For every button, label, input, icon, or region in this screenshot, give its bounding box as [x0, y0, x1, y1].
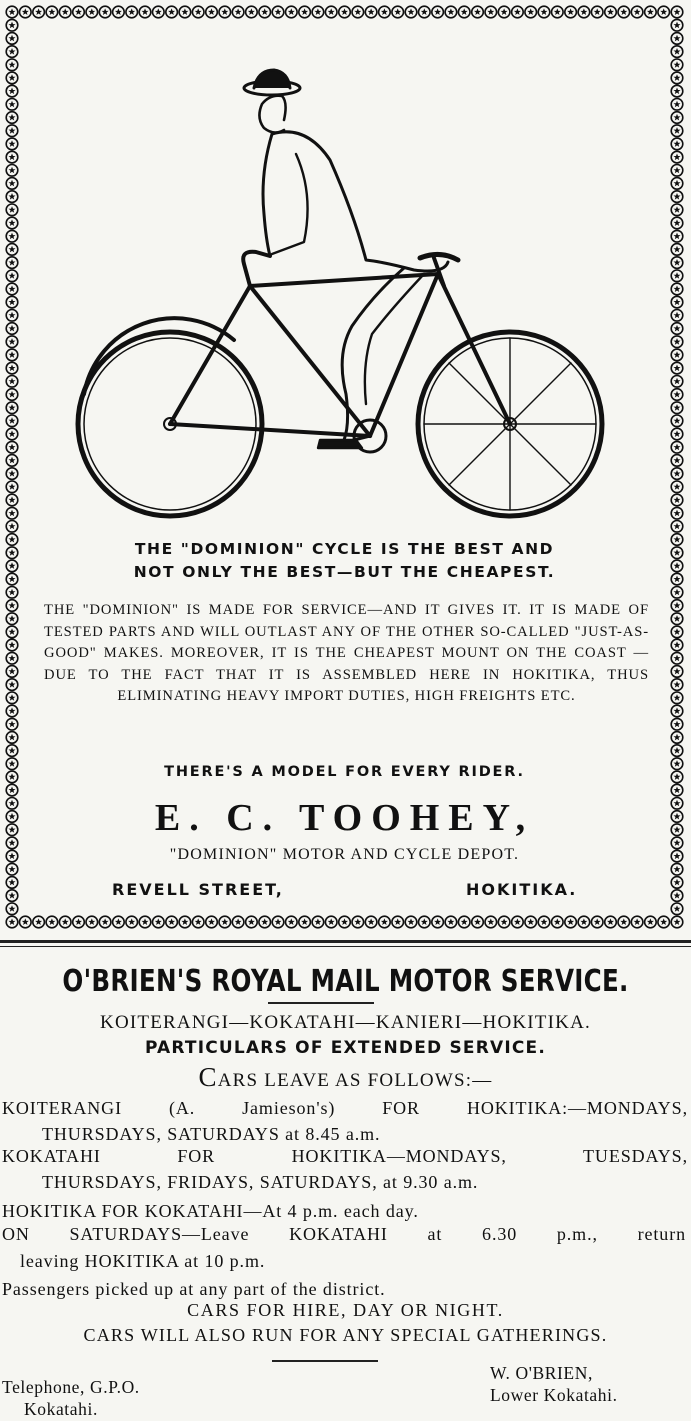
border-star [419, 916, 431, 928]
border-star [671, 652, 683, 664]
border-star [671, 165, 683, 177]
border-star [6, 244, 18, 256]
border-star [6, 903, 18, 915]
ad-body-text: THE "DOMINION" IS MADE FOR SERVICE—AND IT GIVES IT. IT IS MADE OF TESTED PARTS AND WILL OUTLAST ANY OF THE OTHER SO-CALLED "JUST-AS-GOOD" MAKES. MOREOVER, IT IS THE CHEAPEST MOUNT ON THE COAST —DUE TO THE FACT THAT IT IS ASSEMBLED HERE IN HOKITIKA, THUS ELIMINATING HEAVY IMPORT DUTIES, HIGH FREIGHTS ETC. [44, 602, 649, 704]
border-star [671, 679, 683, 691]
border-star [671, 441, 683, 453]
border-star [192, 6, 204, 18]
route-line: KOITERANGI—KOKATAHI—KANIERI—HOKITIKA. [100, 1012, 591, 1033]
border-star [6, 468, 18, 480]
border-star [671, 99, 683, 111]
border-star [671, 19, 683, 31]
border-star [671, 376, 683, 388]
town-name: HOKITIKA. [466, 880, 578, 899]
border-star [6, 666, 18, 678]
border-star [671, 257, 683, 269]
border-star [6, 283, 18, 295]
signature-block [490, 1362, 618, 1406]
border-star [419, 6, 431, 18]
border-star [6, 402, 18, 414]
border-star [113, 6, 125, 18]
special-gatherings-line: CARS WILL ALSO RUN FOR ANY SPECIAL GATHERINGS. [83, 1325, 608, 1345]
pickup-line: Passengers picked up at any part of the district. [2, 1279, 386, 1299]
border-star [6, 692, 18, 704]
border-star [6, 507, 18, 519]
border-star [6, 362, 18, 374]
border-star [20, 916, 32, 928]
border-star [658, 916, 670, 928]
hire-line: CARS FOR HIRE, DAY OR NIGHT. [187, 1300, 504, 1320]
telephone-block [2, 1376, 140, 1420]
drop-cap: C [198, 1062, 218, 1092]
border-star [46, 916, 58, 928]
border-star [565, 916, 577, 928]
border-star [671, 336, 683, 348]
service-title: O'BRIEN'S ROYAL MAIL MOTOR SERVICE. [62, 964, 629, 999]
schedule-line-2: THURSDAYS, SATURDAYS at 8.45 a.m. [42, 1124, 381, 1144]
border-star [671, 33, 683, 45]
border-star [59, 916, 71, 928]
border-star [671, 468, 683, 480]
border-star [472, 6, 484, 18]
border-star [352, 6, 364, 18]
border-star [671, 125, 683, 137]
border-star [86, 916, 98, 928]
proprietor-name: E. C. TOOHEY, [154, 797, 535, 839]
depot-name: "DOMINION" MOTOR AND CYCLE DEPOT. [169, 846, 520, 863]
border-star [671, 916, 683, 928]
particulars-heading: PARTICULARS OF EXTENDED SERVICE. [144, 1038, 547, 1058]
border-star [671, 718, 683, 730]
border-star [6, 521, 18, 533]
border-star [498, 6, 510, 18]
border-star [6, 613, 18, 625]
border-star [671, 270, 683, 282]
border-star [365, 916, 377, 928]
border-star [246, 916, 258, 928]
border-star [591, 916, 603, 928]
border-star [578, 916, 590, 928]
border-star [6, 587, 18, 599]
border-star [126, 6, 138, 18]
border-star [498, 916, 510, 928]
border-star [671, 283, 683, 295]
border-star [671, 323, 683, 335]
border-star [379, 6, 391, 18]
border-star [6, 415, 18, 427]
border-star [6, 376, 18, 388]
border-star [671, 296, 683, 308]
border-star [6, 257, 18, 269]
border-star [6, 296, 18, 308]
border-star [192, 916, 204, 928]
border-star [86, 6, 98, 18]
border-star [6, 863, 18, 875]
border-star [6, 877, 18, 889]
border-star [126, 916, 138, 928]
border-star [671, 481, 683, 493]
border-star [671, 362, 683, 374]
border-star [99, 6, 111, 18]
border-star [671, 692, 683, 704]
border-star [6, 165, 18, 177]
border-star [538, 916, 550, 928]
border-star [512, 6, 524, 18]
border-star [219, 916, 231, 928]
border-star [6, 72, 18, 84]
schedule-line-4: THURSDAYS, FRIDAYS, SATURDAYS, at 9.30 a.m. [42, 1172, 479, 1192]
border-star [671, 705, 683, 717]
border-star [166, 916, 178, 928]
cars-leave-text: ARS LEAVE AS FOLLOWS:— [217, 1070, 493, 1091]
border-star [6, 19, 18, 31]
top-divider-thin [0, 946, 691, 947]
border-star [139, 916, 151, 928]
border-star [6, 705, 18, 717]
border-star [272, 6, 284, 18]
border-star [671, 178, 683, 190]
border-star [671, 732, 683, 744]
border-star [671, 59, 683, 71]
border-star [578, 6, 590, 18]
border-star [113, 916, 125, 928]
headline-2: NOT ONLY THE BEST—BUT THE CHEAPEST. [133, 563, 556, 581]
border-star [618, 6, 630, 18]
border-star [6, 481, 18, 493]
bottom-divider [272, 1360, 378, 1362]
border-star [671, 204, 683, 216]
border-star [458, 6, 470, 18]
border-star [33, 6, 45, 18]
border-star [46, 6, 58, 18]
border-star [312, 916, 324, 928]
border-star [246, 6, 258, 18]
border-star [33, 916, 45, 928]
border-star [6, 679, 18, 691]
border-star [6, 85, 18, 97]
border-star [6, 125, 18, 137]
border-star [339, 916, 351, 928]
border-star [565, 6, 577, 18]
border-star [325, 6, 337, 18]
border-star [6, 718, 18, 730]
border-star [153, 6, 165, 18]
border-star [6, 626, 18, 638]
border-star [6, 349, 18, 361]
border-star [286, 6, 298, 18]
border-star [432, 916, 444, 928]
border-star [6, 138, 18, 150]
schedule-line-3: KOKATAHI FOR HOKITIKA—MONDAYS, TUESDAYS, [2, 1146, 688, 1166]
border-star [20, 6, 32, 18]
signature-name: W. O'BRIEN, [490, 1363, 593, 1383]
border-star [671, 112, 683, 124]
border-star [645, 6, 657, 18]
border-star [458, 916, 470, 928]
border-star [671, 626, 683, 638]
border-star [671, 310, 683, 322]
border-star [671, 389, 683, 401]
border-star [671, 402, 683, 414]
border-star [232, 6, 244, 18]
border-star [286, 916, 298, 928]
border-star [139, 6, 151, 18]
border-star [6, 46, 18, 58]
street-address: REVELL STREET, [112, 880, 284, 899]
border-star [166, 6, 178, 18]
border-star [6, 784, 18, 796]
schedule-line-5: HOKITIKA FOR KOKATAHI—At 4 p.m. each day. [2, 1201, 419, 1221]
border-star [671, 349, 683, 361]
border-star [485, 916, 497, 928]
border-star [552, 916, 564, 928]
border-star [206, 6, 218, 18]
border-star [671, 507, 683, 519]
cars-leave-heading [0, 1062, 691, 1093]
telephone-line-2: Kokatahi. [24, 1399, 98, 1419]
border-star [6, 323, 18, 335]
border-star [671, 784, 683, 796]
border-star [631, 916, 643, 928]
schedule-line-1: KOITERANGI (A. Jamieson's) FOR HOKITIKA:—MONDAYS, [2, 1098, 688, 1118]
border-star [6, 441, 18, 453]
border-star [6, 151, 18, 163]
border-star [6, 428, 18, 440]
border-star [339, 6, 351, 18]
schedule-line-7: leaving HOKITIKA at 10 p.m. [20, 1251, 266, 1271]
border-star [512, 916, 524, 928]
border-star [485, 6, 497, 18]
border-star [671, 890, 683, 902]
border-star [379, 916, 391, 928]
border-star [671, 46, 683, 58]
border-star [525, 6, 537, 18]
border-star [6, 33, 18, 45]
border-star [445, 6, 457, 18]
border-star [605, 6, 617, 18]
border-star [671, 877, 683, 889]
border-star [6, 916, 18, 928]
model-line: THERE'S A MODEL FOR EVERY RIDER. [164, 764, 525, 780]
border-star [6, 191, 18, 203]
border-star [6, 336, 18, 348]
border-star [671, 138, 683, 150]
border-star [658, 6, 670, 18]
border-star [6, 178, 18, 190]
border-star [352, 916, 364, 928]
border-star [671, 6, 683, 18]
border-star [6, 59, 18, 71]
border-star [59, 6, 71, 18]
border-star [6, 99, 18, 111]
telephone-line-1: Telephone, G.P.O. [2, 1377, 140, 1397]
border-star [472, 916, 484, 928]
border-star [671, 72, 683, 84]
border-star [73, 916, 85, 928]
border-star [73, 6, 85, 18]
headline-1: THE "DOMINION" CYCLE IS THE BEST AND [134, 540, 555, 558]
dominion-cycle-advertisement [4, 4, 685, 930]
border-star [6, 732, 18, 744]
border-star [618, 916, 630, 928]
border-star [671, 745, 683, 757]
border-star [6, 112, 18, 124]
border-star [6, 639, 18, 651]
border-star [232, 916, 244, 928]
border-star [405, 916, 417, 928]
border-star [671, 217, 683, 229]
cyclist-illustration [74, 64, 614, 534]
border-star [299, 6, 311, 18]
border-star [671, 903, 683, 915]
border-star [299, 916, 311, 928]
border-star [206, 916, 218, 928]
border-star [445, 916, 457, 928]
border-star [591, 6, 603, 18]
border-star [6, 455, 18, 467]
border-star [671, 600, 683, 612]
border-star [153, 916, 165, 928]
signature-place: Lower Kokatahi. [490, 1385, 618, 1405]
border-star [538, 6, 550, 18]
border-star [671, 666, 683, 678]
border-star [392, 916, 404, 928]
border-star [552, 6, 564, 18]
top-divider [0, 940, 691, 943]
schedule-line-6: ON SATURDAYS—Leave KOKATAHI at 6.30 p.m., return [2, 1224, 686, 1244]
border-star [671, 613, 683, 625]
border-star [6, 600, 18, 612]
border-star [405, 6, 417, 18]
border-star [671, 191, 683, 203]
border-star [6, 230, 18, 242]
title-underline [268, 1002, 374, 1004]
border-star [259, 916, 271, 928]
border-star [6, 890, 18, 902]
border-star [99, 916, 111, 928]
border-star [671, 151, 683, 163]
border-star [671, 494, 683, 506]
border-star [365, 6, 377, 18]
border-star [671, 863, 683, 875]
border-star [6, 6, 18, 18]
border-star [259, 6, 271, 18]
border-star [179, 916, 191, 928]
border-star [671, 521, 683, 533]
border-star [671, 587, 683, 599]
border-star [671, 85, 683, 97]
border-star [6, 745, 18, 757]
border-star [6, 494, 18, 506]
border-star [605, 916, 617, 928]
border-star [6, 652, 18, 664]
border-star [6, 310, 18, 322]
border-star [671, 415, 683, 427]
border-star [6, 270, 18, 282]
border-star [312, 6, 324, 18]
border-star [392, 6, 404, 18]
border-star [6, 204, 18, 216]
border-star [6, 217, 18, 229]
border-star [671, 428, 683, 440]
border-star [325, 916, 337, 928]
border-star [671, 244, 683, 256]
border-star [179, 6, 191, 18]
border-star [272, 916, 284, 928]
border-star [645, 916, 657, 928]
border-star [6, 389, 18, 401]
border-star [671, 230, 683, 242]
border-star [432, 6, 444, 18]
border-star [671, 639, 683, 651]
border-star [671, 455, 683, 467]
border-star [631, 6, 643, 18]
border-star [525, 916, 537, 928]
border-star [219, 6, 231, 18]
